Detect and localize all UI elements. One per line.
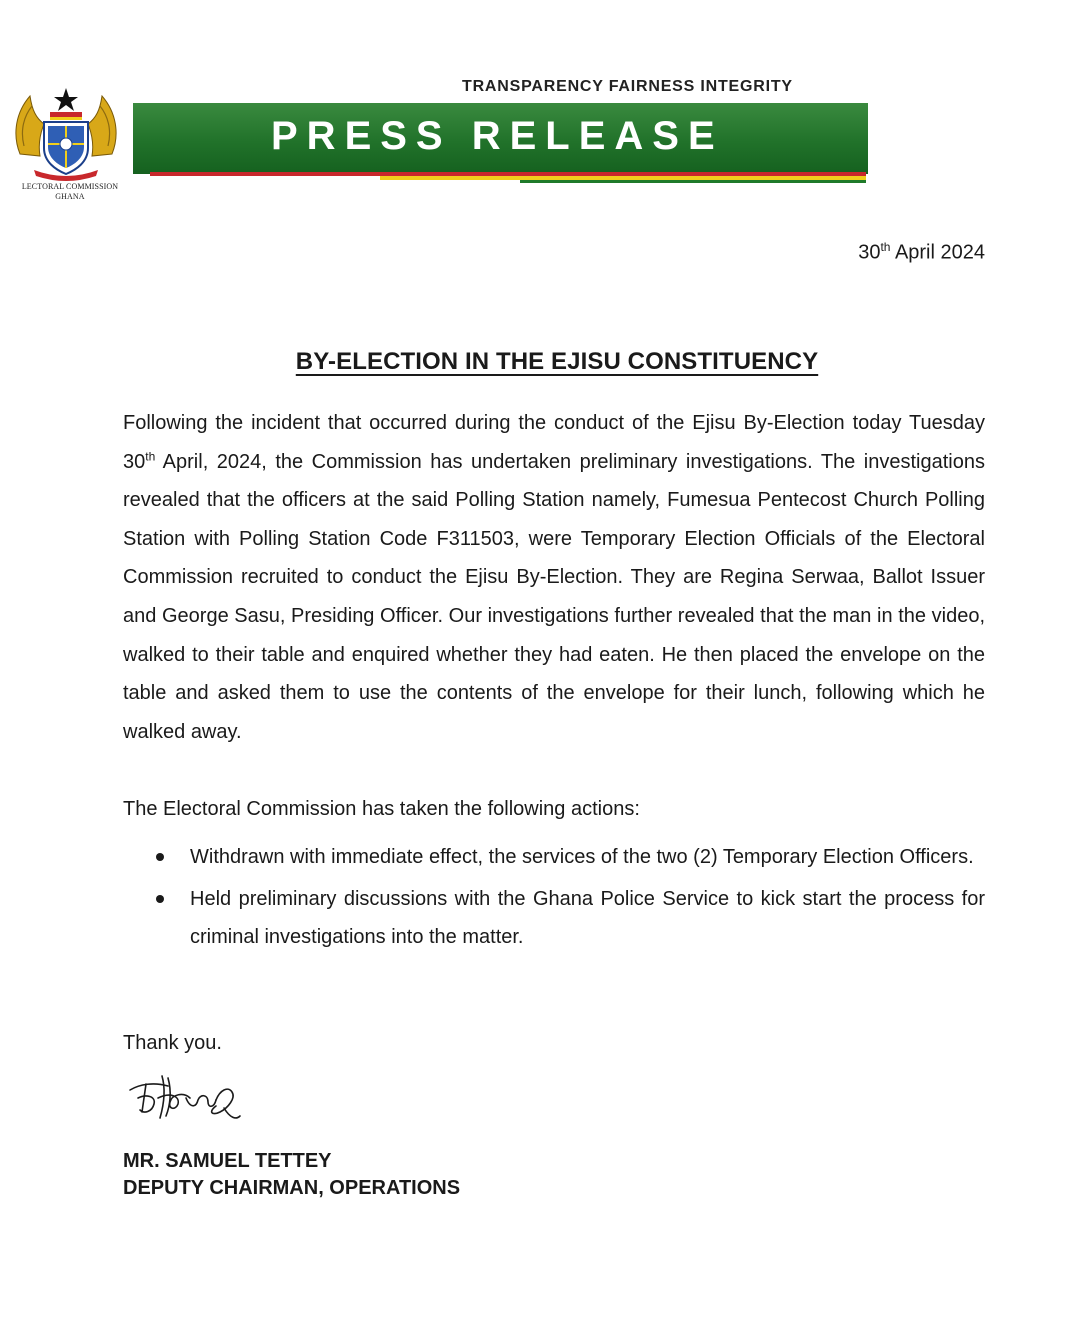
- crest-caption-line1: LECTORAL COMMISSION: [21, 182, 119, 191]
- list-item: [123, 880, 985, 957]
- actions-intro: The Electoral Commission has taken the following actions:: [123, 798, 640, 820]
- date-day: 30: [858, 241, 881, 264]
- list-item: [123, 838, 985, 877]
- paragraph-part1: Following the incident that occurred during the conduct of the Ejisu By-Election today Tuesday 30: [123, 412, 985, 473]
- paragraph-part2: April, 2024, the Commission has undertaken preliminary investigations. The investigations revealed that the officers at the said Polling Station namely, Fumesua Pentecost Church Polling Station with Polling Station Code F311503, were Temporary Election Officials of the Electoral Commission recruited to conduct the Ejisu By-Election. They are Regina Serwaa, Ballot Issuer and George Sasu, Presiding Officer. Our investigations further revealed that the man in the video, walked to their table and enquired whether they had eaten. He then placed the envelope on the table and asked them to use the contents of the envelope for their lunch, following which he walked away.: [123, 450, 985, 743]
- release-heading: BY-ELECTION IN THE EJISU CONSTITUENCY: [295, 348, 819, 375]
- crest-caption-line2: GHANA: [55, 192, 85, 201]
- signatory-title: DEPUTY CHAIRMAN, OPERATIONS: [123, 1177, 461, 1199]
- banner-title: PRESS RELEASE: [271, 114, 724, 158]
- action-text: Held preliminary discussions with the Ghana Police Service to kick start the process for criminal investigations into the matter.: [190, 887, 985, 948]
- bullet-icon: [156, 895, 164, 903]
- bullet-icon: [156, 853, 164, 861]
- ghana-coat-of-arms-icon: [10, 84, 122, 184]
- action-text: Withdrawn with immediate effect, the services of the two (2) Temporary Election Officers.: [190, 846, 974, 868]
- main-paragraph: [123, 404, 985, 751]
- signature-image: [124, 1068, 248, 1130]
- release-date: [858, 240, 985, 265]
- banner-stripe-green: [520, 180, 866, 183]
- signatory: [123, 1148, 460, 1202]
- date-suffix: th: [880, 240, 891, 254]
- closing-text: Thank you.: [123, 1032, 222, 1054]
- signatory-name: MR. SAMUEL TETTEY: [123, 1150, 332, 1172]
- date-rest: April 2024: [890, 241, 985, 264]
- motto: TRANSPARENCY FAIRNESS INTEGRITY: [462, 78, 793, 95]
- actions-list: [123, 838, 985, 960]
- paragraph-suffix: th: [145, 448, 156, 463]
- crest-caption: [0, 182, 140, 202]
